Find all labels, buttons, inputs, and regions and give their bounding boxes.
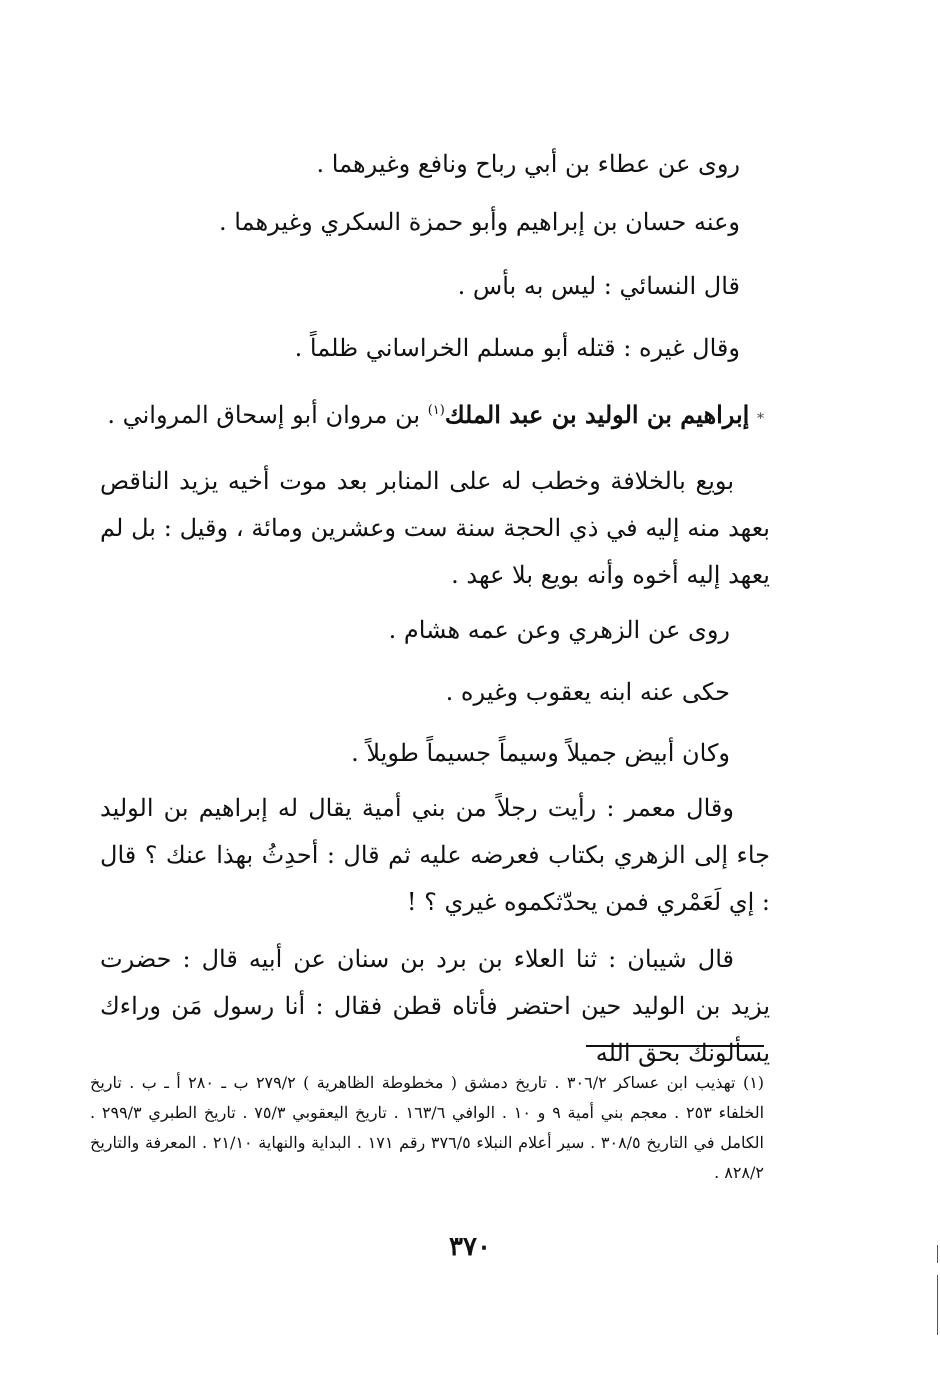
paragraph-2: روى عن الزهري وعن عمه هشام . xyxy=(388,616,730,644)
margin-mark xyxy=(937,1275,938,1335)
paragraph-1: بويع بالخلافة وخطب له على المنابر بعد موت أخيه يزيد الناقص بعهد منه إليه في ذي الحجة سنة ست وعشرين ومائة ، وقيل : بل لم يعهد إليه أخوه وأنه بويع بلا عهد . xyxy=(100,467,770,589)
text-line-1: روى عن عطاء بن أبي رباح ونافع وغيرهما . xyxy=(316,150,740,178)
page-number: ٣٧٠ xyxy=(449,1232,491,1262)
entry-heading xyxy=(107,395,764,435)
entry-name: إبراهيم بن الوليد بن عبد الملك xyxy=(444,400,750,429)
text-line-4: وقال غيره : قتله أبو مسلم الخراساني ظلماً . xyxy=(294,334,740,362)
text-line-2: وعنه حسان بن إبراهيم وأبو حمزة السكري وغيرهما . xyxy=(219,208,740,236)
paragraph-5: وقال معمر : رأيت رجلاً من بني أمية يقال له إبراهيم بن الوليد جاء إلى الزهري بكتاب فعرضه عليه ثم قال : أحدِثُ بهذا عنك ؟ قال : إي لَعَمْري فمن يحدّثكموه غيري ؟ ! xyxy=(100,794,770,916)
footnote-ref: (١) xyxy=(427,403,445,418)
paragraph-4: وكان أبيض جميلاً وسيماً جسيماً طويلاً . xyxy=(351,739,730,767)
footnote-separator xyxy=(586,1045,764,1047)
footnote-text: تهذيب ابن عساكر ٣٠٦/٢ . تاريخ دمشق ( مخطوطة الظاهرية ) ٢٧٩/٢ ب ـ ٢٨٠ أ ـ ب . تاريخ الخلفاء ٢٥٣ . معجم بني أمية ٩ و ١٠ . الوافي ١٦٣/٦ . تاريخ اليعقوبي ٧٥/٣ . تاريخ الطبري ٢٩٩/٣ . الكامل في التاريخ ٣٠٨/٥ . سير أعلام النبلاء ٣٧٦/٥ رقم ١٧١ . البداية والنهاية ٢١/١٠ . المعرفة والتاريخ ٨٢٨/٢ . xyxy=(90,1073,765,1182)
entry-lineage: بن مروان أبو إسحاق المرواني . xyxy=(107,401,421,429)
footnote-number: (١) xyxy=(742,1073,765,1092)
bullet-icon: * xyxy=(757,411,764,427)
paragraph-6: قال شيبان : ثنا العلاء بن برد بن سنان عن أبيه قال : حضرت يزيد بن الوليد حين احتضر فأتاه قطن فقال : أنا رسول مَن وراءك يسألونك بحق الله xyxy=(100,945,770,1067)
paragraph-3: حكى عنه ابنه يعقوب وغيره . xyxy=(445,678,730,706)
footnote xyxy=(90,1068,764,1188)
text-line-3: قال النسائي : ليس به بأس . xyxy=(457,272,740,300)
margin-mark xyxy=(937,1245,938,1263)
